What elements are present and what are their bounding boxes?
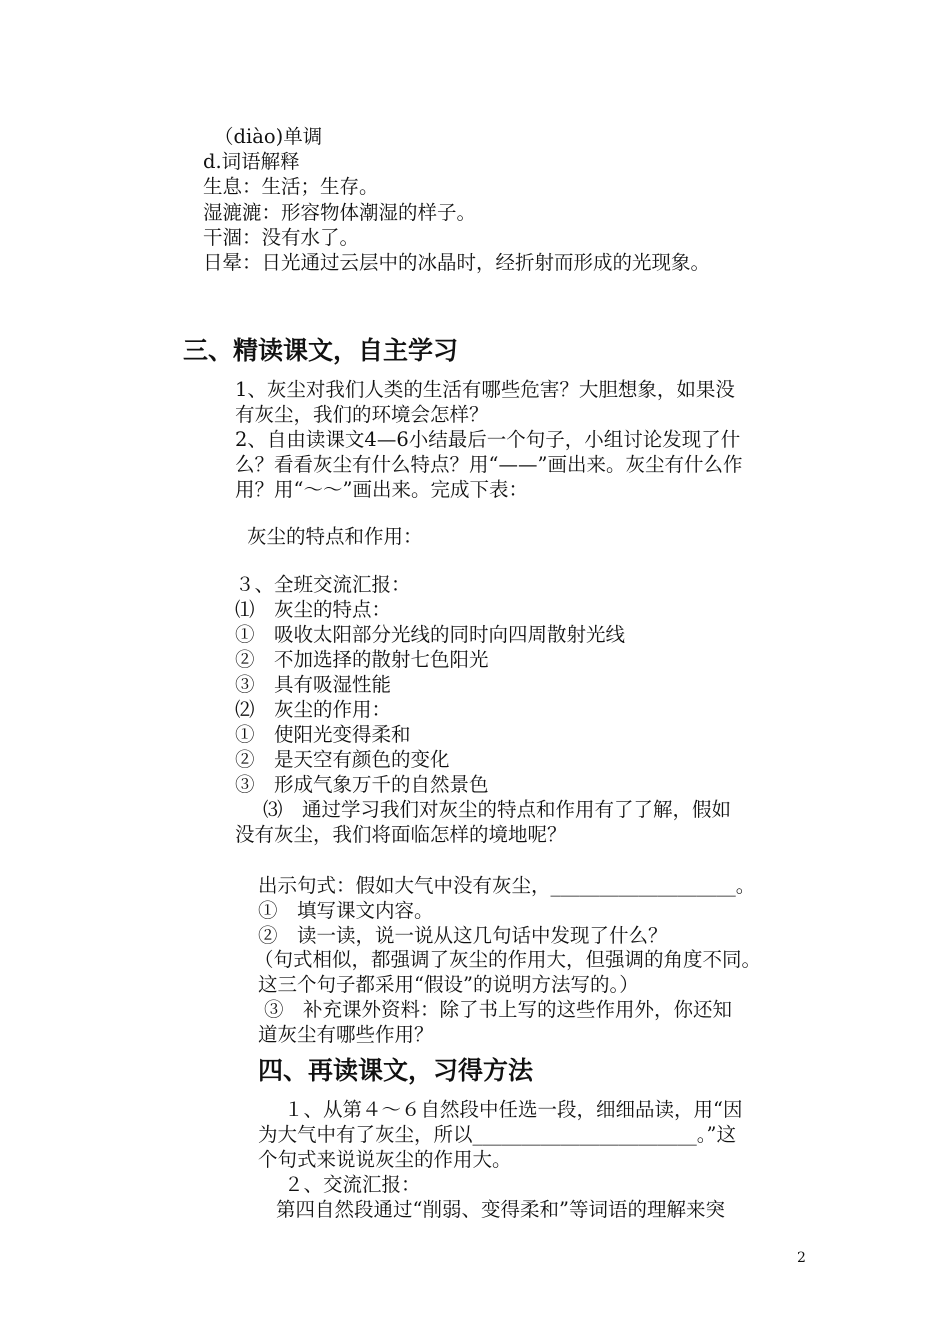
list-item: ③ 形成气象万千的自然景色	[235, 773, 489, 796]
text-line: 有灰尘，我们的环境会怎样？	[235, 403, 489, 426]
list-item: ⑵ 灰尘的作用：	[235, 698, 392, 721]
list-item: ② 不加选择的散射七色阳光	[235, 648, 489, 671]
text-line: 没有灰尘，我们将面临怎样的境地呢？	[235, 823, 567, 846]
text-line: d.词语解释	[203, 150, 300, 173]
text-line: 道灰尘有哪些作用？	[258, 1023, 434, 1046]
text-line: 干涸：没有水了。	[203, 226, 360, 249]
text-line: 日晕：日光通过云层中的冰晶时，经折射而形成的光现象。	[203, 251, 711, 274]
text-line: 第四自然段通过“削弱、变得柔和”等词语的理解来突	[276, 1198, 725, 1221]
list-item: ③ 补充课外资料：除了书上写的这些作用外，你还知	[264, 998, 733, 1021]
text-line: 用？用“～～”画出来。完成下表：	[235, 478, 528, 501]
text-line: 么？看看灰尘有什么特点？用“——”画出来。灰尘有什么作	[235, 453, 743, 476]
text-line: 2、自由读课文4—6小结最后一个句子，小组讨论发现了什	[235, 428, 741, 451]
page-number: 2	[797, 1250, 806, 1266]
text-line: 湿漉漉：形容物体潮湿的样子。	[203, 201, 477, 224]
text-line: 1、灰尘对我们人类的生活有哪些危害？大胆想象，如果没	[235, 378, 735, 401]
list-item: ② 读一读，说一说从这几句话中发现了什么？	[258, 924, 668, 947]
text-line: ３、全班交流汇报：	[235, 573, 411, 596]
section-heading: 三、精读课文，自主学习	[183, 336, 459, 365]
text-line: （句式相似，都强调了灰尘的作用大，但强调的角度不同。	[254, 948, 762, 971]
list-item: ① 填写课文内容。	[258, 899, 434, 922]
text-line: 生息：生活；生存。	[203, 175, 379, 198]
section-heading: 四、再读课文，习得方法	[258, 1056, 534, 1085]
list-item: ③ 具有吸湿性能	[235, 673, 392, 696]
text-line: 这三个句子都采用“假设”的说明方法写的。）	[258, 973, 639, 996]
table-caption: 灰尘的特点和作用：	[247, 525, 423, 548]
text-line: ⑶ 通过学习我们对灰尘的特点和作用有了了解，假如	[263, 798, 732, 821]
list-item: ① 吸收太阳部分光线的同时向四周散射光线	[235, 623, 626, 646]
text-line: 出示句式：假如大气中没有灰尘，___________________。	[258, 874, 756, 897]
text-line: １、从第４～６自然段中任选一段，细细品读，用“因	[284, 1098, 743, 1121]
text-line: 为大气中有了灰尘，所以_______________________。”这	[258, 1123, 736, 1146]
text-line: （diào)单调	[214, 125, 323, 148]
list-item: ① 使阳光变得柔和	[235, 723, 411, 746]
text-line: 个句式来说说灰尘的作用大。	[258, 1148, 512, 1171]
list-item: ⑴ 灰尘的特点：	[235, 598, 392, 621]
list-item: ② 是天空有颜色的变化	[235, 748, 450, 771]
text-line: ２、交流汇报：	[284, 1173, 421, 1196]
